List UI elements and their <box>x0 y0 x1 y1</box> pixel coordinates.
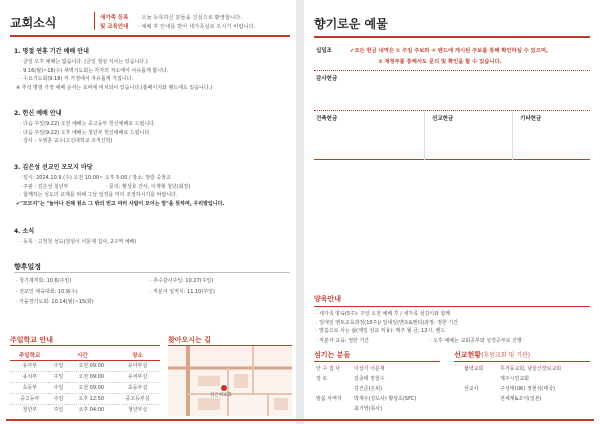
list-item: · 다음 주일(9.22) 오후 예배는 청년부 헌신예배로 드립니다. <box>20 129 151 136</box>
servers-names: 이상기 이문재 김종태 장창수 김진준(은퇴) 박재우(강도사) 황상호(SFC) 최기영(목사) <box>354 366 417 412</box>
list-item: · 오후 예배는 교회공부와 성경공부로 진행 <box>430 338 522 344</box>
mission-roles: 협력교회 선교사 <box>464 366 484 392</box>
table-row: 유치부 주일 오전 09:00 유치부실 <box>10 371 160 382</box>
list-item: · 새가족 양육(5주): 주일 오전 예배 후 / 새가족 섬김이와 함께 <box>316 311 451 317</box>
schedule-item: · 직분자 임직식: 11.10(주일) <box>150 288 215 295</box>
offer-label-other: 기타헌금 <box>520 116 542 122</box>
page-gutter <box>296 0 304 424</box>
list-item-host: · 주관 : 김은성 청년부 <box>20 183 69 190</box>
list-item: · 강사 : 우병훈 교수(고신대학교 조직신학) <box>20 138 113 144</box>
offer-notice-line: ③ 재정부를 통해서도 문의 및 확인을 할 수 있습니다. <box>378 59 502 65</box>
offer-label-building: 건축헌금 <box>316 116 338 122</box>
table-row: 청년부 주일 오후 04:00 청년부실 <box>22 406 148 413</box>
news-section-4 <box>14 226 290 247</box>
list-item: · 일시: 2024.10.9.(수) 오전 10:00~ 오후 5:00 / 장소: 정랑 중학교 <box>20 175 171 181</box>
list-item: · 9.16(월)~18(수) 새벽기도회는 각자의 처소에서 사유롭게 합니다. <box>20 67 169 74</box>
section-heading: 3. 김은성 선교인 모모지 마당 <box>14 164 93 171</box>
list-item: · 다음 주일(9.22) 오전 예배는 중고등부 헌신예배로 드립니다. <box>20 121 156 127</box>
table-row: 초등부 주일 오전 09:00 초등부실 <box>10 382 160 393</box>
map-church-label: 길은성교회 <box>210 393 232 398</box>
table-row: 유아부 주일 오전 09:00 유아부실 <box>10 361 160 372</box>
nurture-title: 양육안내 <box>314 295 342 303</box>
section-highlight: ✔"모모지"는 "놀아나 전체 원소 그 밖의 빈고 여러 사람이 모이는 맘"을 뜻하며, 우리말입니다. <box>16 200 225 207</box>
schedule-left <box>16 276 94 308</box>
offer-label-thanks: 감사헌금 <box>316 76 338 82</box>
schedule-item: · 가을장기도회: 10.14(월)~15(화) <box>16 299 94 305</box>
servers-roles: 안 수 집 사 장 로 말씀 사역자 <box>316 366 342 402</box>
column-header: 주일학교 <box>10 350 49 361</box>
nurture-box <box>314 306 590 346</box>
news-section-2 <box>14 108 290 146</box>
section-note: ※ 추석 명절 가정 예배 순서는 로비에 비치되어 있습니다.(홈페이지와 밴드에도 있습니다.) <box>16 84 213 91</box>
location-map <box>168 346 292 416</box>
sunday-school-table <box>10 350 160 415</box>
offer-label-tithe: 십일조 <box>316 48 332 54</box>
list-item: · 말씀으로 사는 삶(제일 성교 직용): 매주 월·금, 12시, 밴드 <box>316 328 446 334</box>
news-section-3 <box>14 162 290 208</box>
list-item <box>14 183 290 192</box>
schedule-right <box>150 276 215 297</box>
offer-label-mission: 선교헌금 <box>432 116 454 122</box>
schedule-item: · 청기제직회: 10.6(주일) <box>16 278 72 284</box>
section-heading: 1. 명절 연휴 기간 예배 안내 <box>14 48 89 55</box>
sunday-school-title: 주일학교 안내 <box>10 336 54 344</box>
list-item: · 직분자 교육: 정한 기간 <box>316 338 370 344</box>
offer-notice-line: ✔모든 헌금 내역은 ① 주일 주보와 ② 밴드에 게시된 주보를 통해 확인하실 수 있으며, <box>350 48 549 54</box>
list-item: · 함께하는 성도의 교제를 위해 그날 일정을 미리 조정하시기를 바랍니다. <box>20 192 178 198</box>
church-marker-icon <box>221 385 227 391</box>
header-tag-education: 및 교육안내 <box>100 24 129 30</box>
list-item: · 일대일 멘토교육과정(10주)/ 일대일(멘토&멘티)과정: 정한 기간 <box>316 319 459 326</box>
section-heading: 4. 소식 <box>14 228 35 235</box>
section-heading: 2. 헌신 예배 안내 <box>14 110 62 117</box>
schedule-title: 향후일정 <box>14 263 42 271</box>
header-tag-register: 새가족 등록 <box>100 15 129 21</box>
column-header: 장소 <box>115 350 160 361</box>
welcome-line: · 예배 후 안내를 받아 새가족실로 오시기 바랍니다. <box>138 24 256 30</box>
column-header: 시간 <box>49 350 115 361</box>
mission-names: 무거동교회, 남울산장로교회 제주시민교회 구성태(UK) 정현석(태국) 전세계&조이(일본) <box>500 366 562 402</box>
list-item: · 금일 오후 예배는 없습니다. (금일 점심 식사는 있습니다.) <box>20 59 148 65</box>
news-section-1 <box>14 46 290 92</box>
list-item: · 등록 : 고정청 성도(청임이 이문제 집사, 2구역 예배) <box>20 239 137 245</box>
schedule-item: · 전교인 체육대회: 10.9(수) <box>16 288 78 295</box>
mission-title: 선교현황(후원교회 및 기관) <box>454 351 531 359</box>
page-title: 향기로운 예물 <box>314 17 388 31</box>
welcome-line: · 오늘 등록하신 분들을 진심으로 환영합니다. <box>138 15 242 21</box>
schedule-item: · 추수감사주일: 10.27(주일) <box>150 278 214 284</box>
list-item: · 수요기도회(9.18) 각 가정에서 자유롭게 가집니다. <box>20 76 134 82</box>
right-page <box>304 0 600 424</box>
servers-title: 섬기는 분들 <box>314 351 351 359</box>
left-page <box>0 0 296 424</box>
list-item-contact: · 문의: 황상호 간사, 이재형 청년(회장) <box>106 183 191 190</box>
map-title: 찾아오시는 길 <box>168 336 212 344</box>
church-news-header <box>10 10 290 38</box>
table-row: 중고등부 주일 오후 12:50 중고등부실 <box>10 393 160 404</box>
offering-box <box>314 40 590 160</box>
page-title: 교회소식 <box>10 16 57 30</box>
